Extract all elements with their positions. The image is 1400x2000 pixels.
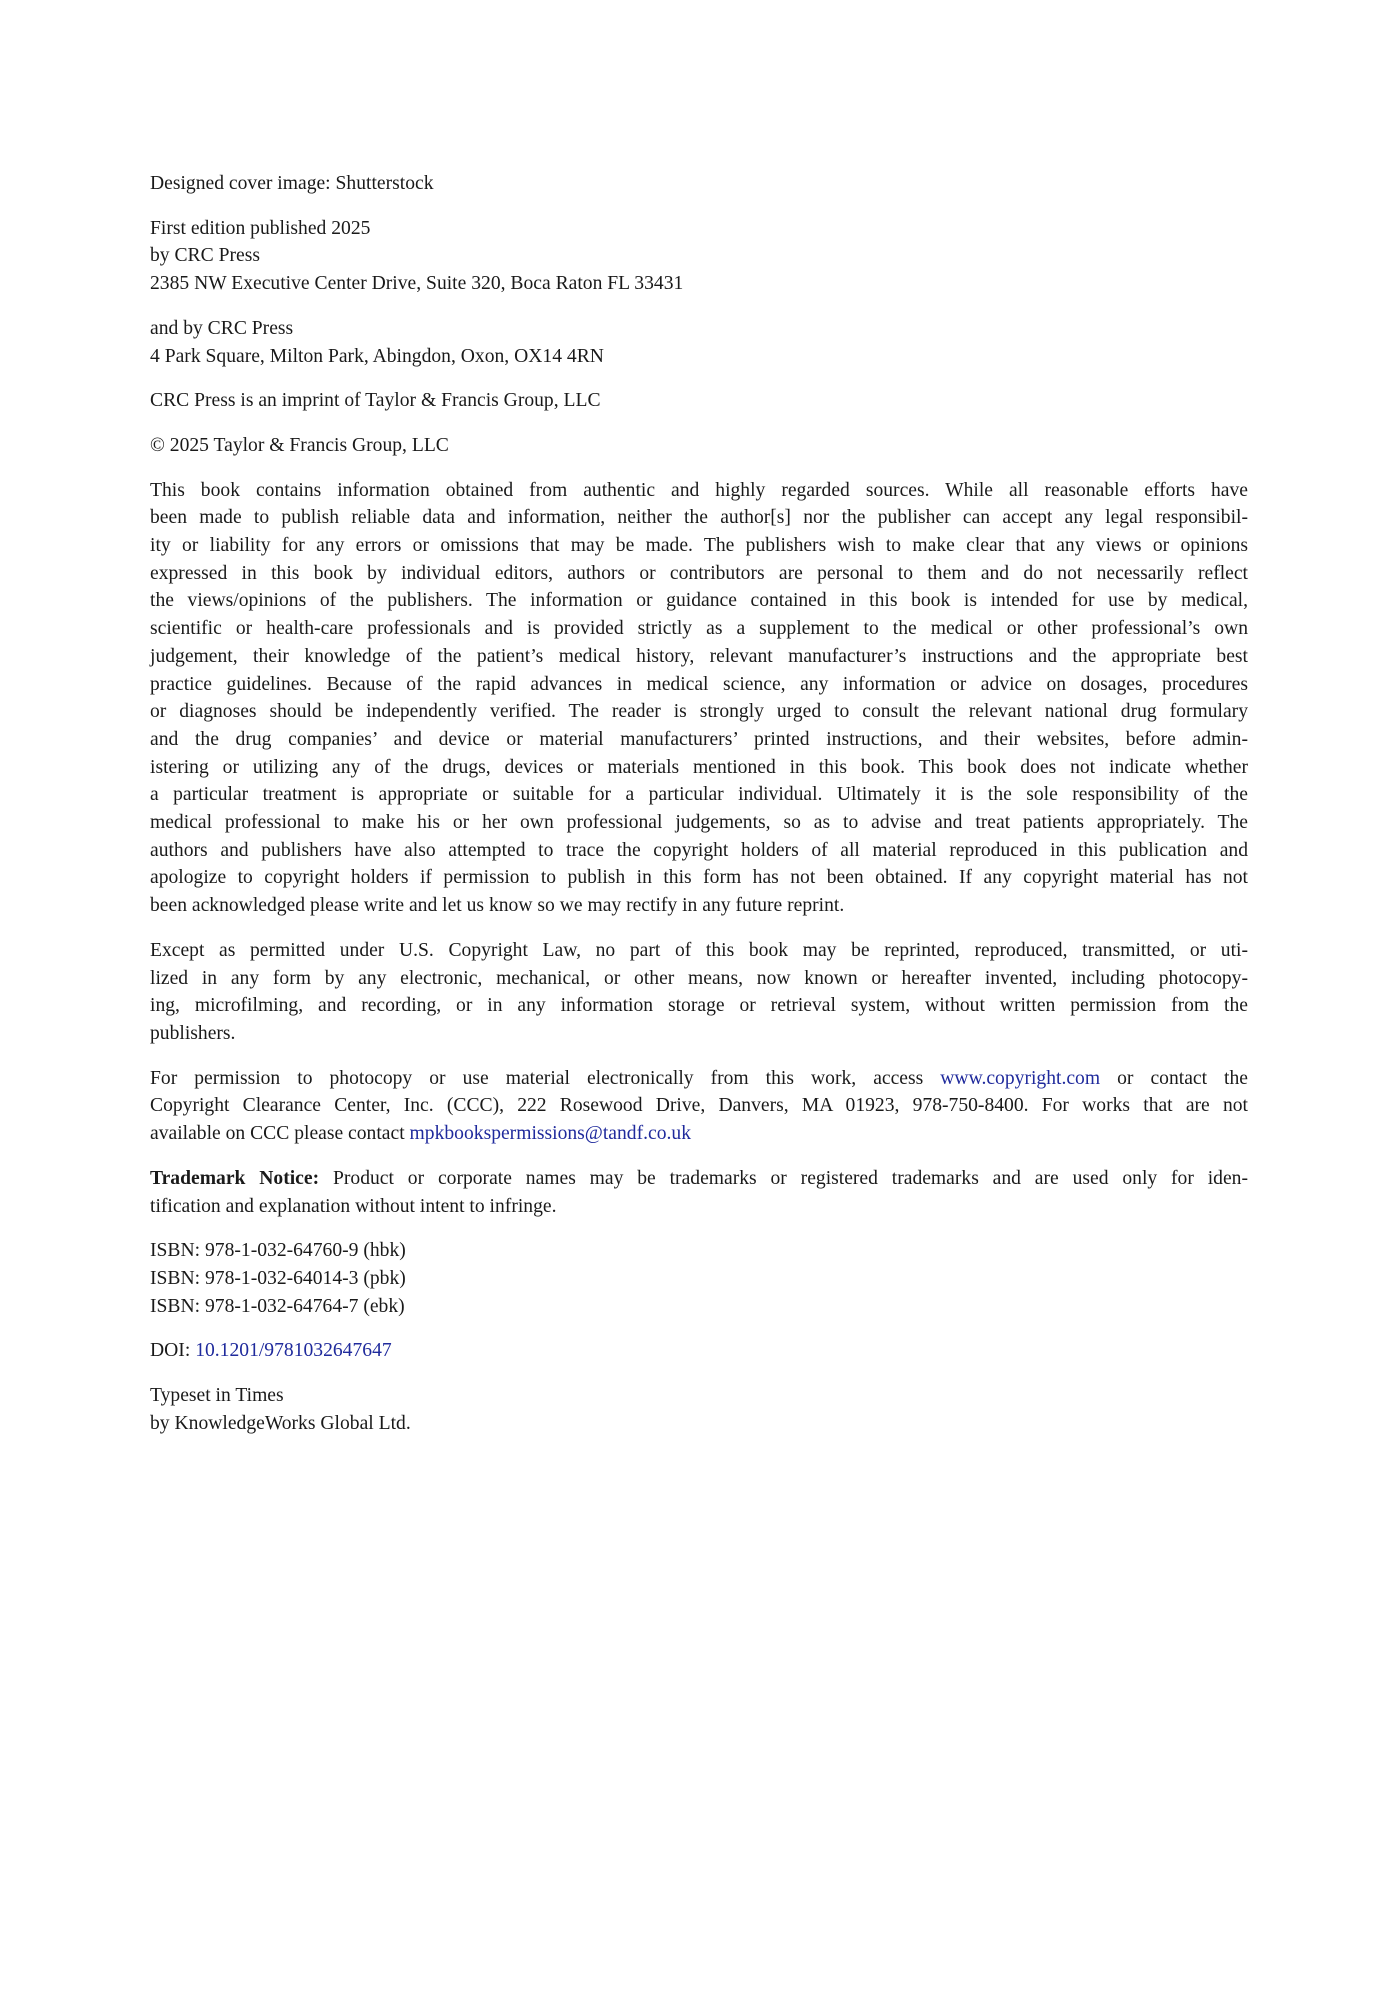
permission-line-1: [150, 1065, 1248, 1093]
disclaimer-line: apologize to copyright holders if permission to publish in this form has not been obtained. If any copyright material has not: [150, 867, 1248, 889]
second-publisher: [150, 315, 1248, 370]
trademark-notice: [150, 1165, 1248, 1220]
permission-line-3: [150, 1120, 1248, 1148]
copyright-website-link[interactable]: www.copyright.com: [940, 1067, 1101, 1089]
isbn-paperback: ISBN: 978-1-032-64014-3 (pbk): [150, 1267, 406, 1289]
publisher-address: 2385 NW Executive Center Drive, Suite 320, Boca Raton FL 33431: [150, 273, 684, 295]
copyright-notice: [150, 432, 1248, 460]
disclaimer-line: This book contains information obtained from authentic and highly regarded sources. While all reasonable efforts have: [150, 479, 1248, 501]
trademark-line-2: tification and explanation without intent to infringe.: [150, 1195, 557, 1217]
edition-info: [150, 215, 1248, 298]
permission-text-after-link: or contact the: [1117, 1067, 1248, 1089]
cover-credit-text: Designed cover image: Shutterstock: [150, 173, 434, 194]
copyright-law-line: ing, microfilming, and recording, or in any information storage or retrieval system, without written permission from the: [150, 995, 1248, 1017]
trademark-line-1: [150, 1165, 1248, 1193]
copyright-page: [150, 170, 1248, 1454]
permission-text-before-link: For permission to photocopy or use material electronically from this work, access: [150, 1067, 924, 1089]
isbn-ebook: ISBN: 978-1-032-64764-7 (ebk): [150, 1295, 405, 1317]
disclaimer-line: the views/opinions of the publishers. The information or guidance contained in this book is intended for use by medical,: [150, 590, 1248, 612]
disclaimer-line: medical professional to make his or her own professional judgements, so as to advise and treat patients appropriately. The: [150, 812, 1248, 834]
isbn-hardback: ISBN: 978-1-032-64760-9 (hbk): [150, 1240, 406, 1262]
permission-contact-text: available on CCC please contact: [150, 1123, 405, 1145]
disclaimer-line: been acknowledged please write and let us know so we may rectify in any future reprint.: [150, 895, 845, 917]
trademark-label: Trademark Notice:: [150, 1167, 320, 1189]
second-publisher-name: and by CRC Press: [150, 317, 294, 339]
second-publisher-address: 4 Park Square, Milton Park, Abingdon, Oxon, OX14 4RN: [150, 345, 604, 367]
disclaimer-line: or diagnoses should be independently verified. The reader is strongly urged to consult the relevant national drug formulary: [150, 701, 1248, 723]
trademark-text: Product or corporate names may be trademarks or registered trademarks and are used only for iden-: [332, 1167, 1248, 1189]
permission-paragraph: [150, 1065, 1248, 1148]
copyright-law-line: Except as permitted under U.S. Copyright Law, no part of this book may be reprinted, reproduced, transmitted, or uti-: [150, 939, 1248, 961]
copyright-law-line: lized in any form by any electronic, mechanical, or other means, now known or hereafter invented, including photocopy-: [150, 967, 1248, 989]
doi-line: [150, 1337, 1248, 1365]
publisher-name: by CRC Press: [150, 245, 260, 267]
disclaimer-line: expressed in this book by individual editors, authors or contributors are personal to them and do not necessarily reflect: [150, 562, 1248, 584]
typesetter: by KnowledgeWorks Global Ltd.: [150, 1412, 411, 1434]
imprint-text: CRC Press is an imprint of Taylor & Francis Group, LLC: [150, 390, 601, 412]
typeset-info: [150, 1382, 1248, 1437]
permissions-email-link[interactable]: mpkbookspermissions@tandf.co.uk: [409, 1123, 691, 1145]
doi-label: DOI:: [150, 1340, 191, 1362]
disclaimer-line: ity or liability for any errors or omissions that may be made. The publishers wish to make clear that any views or opinions: [150, 535, 1248, 557]
disclaimer-line: been made to publish reliable data and information, neither the author[s] nor the publisher can accept any legal responsibil-: [150, 507, 1248, 529]
disclaimer-line: a particular treatment is appropriate or suitable for a particular individual. Ultimately it is the sole responsibility of the: [150, 784, 1248, 806]
copyright-law-paragraph: [150, 937, 1248, 1048]
edition-line: First edition published 2025: [150, 217, 371, 239]
disclaimer-line: and the drug companies’ and device or material manufacturers’ printed instructions, and their websites, before admin-: [150, 728, 1248, 750]
disclaimer-line: practice guidelines. Because of the rapid advances in medical science, any information or advice on dosages, procedures: [150, 673, 1248, 695]
doi-link[interactable]: 10.1201/9781032647647: [195, 1340, 392, 1362]
disclaimer-line: scientific or health-care professionals and is provided strictly as a supplement to the medical or other professional’s own: [150, 618, 1248, 640]
disclaimer-line: judgement, their knowledge of the patient’s medical history, relevant manufacturer’s instructions and the appropriate best: [150, 645, 1248, 667]
doi-block: [150, 1337, 1248, 1365]
copyright-law-line: publishers.: [150, 1022, 236, 1044]
disclaimer-paragraph: [150, 477, 1248, 920]
disclaimer-line: istering or utilizing any of the drugs, devices or materials mentioned in this book. This book does not indicate whether: [150, 756, 1248, 778]
disclaimer-line: authors and publishers have also attempted to trace the copyright holders of all material reproduced in this publication and: [150, 839, 1248, 861]
permission-line-2: Copyright Clearance Center, Inc. (CCC), 222 Rosewood Drive, Danvers, MA 01923, 978-750-8400. For works that are not: [150, 1095, 1248, 1117]
typeset-font: Typeset in Times: [150, 1385, 284, 1407]
copyright-text: © 2025 Taylor & Francis Group, LLC: [150, 434, 449, 456]
imprint-statement: [150, 387, 1248, 415]
cover-credit: [150, 170, 1248, 198]
isbn-list: [150, 1237, 1248, 1320]
